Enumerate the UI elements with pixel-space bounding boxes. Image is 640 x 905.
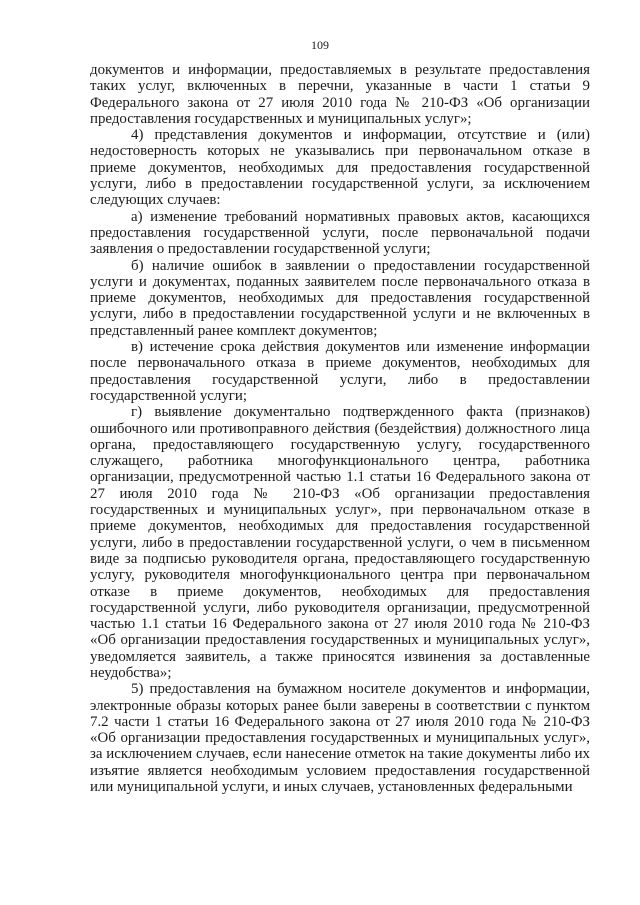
paragraph: а) изменение требований нормативных правовых актов, касающихся предоставления государственной услуги, после первоначальной подачи заявления о предоставлении государственной услуги; (90, 208, 590, 258)
document-body (90, 62, 590, 795)
paragraph: 5) предоставления на бумажном носителе документов и информации, электронные образы которых ранее были заверены в соответствии с пунктом 7.2 части 1 статьи 16 Федерального закона от 27 июля 2010 года № 210-ФЗ «Об организации предоставления государственных и муниципальных услуг», за исключением случаев, если нанесение отметок на такие документы либо их изъятие является необходимым условием предоставления государственной или муниципальной услуги, и иных случаев, установленных федеральными (90, 681, 590, 796)
paragraph: 4) представления документов и информации, отсутствие и (или) недостоверность которых не указывались при первоначальном отказе в приеме документов, необходимых для предоставления государственной услуги, либо в предоставлении государственной услуги, за исключением следующих случаев: (90, 127, 590, 209)
paragraph: б) наличие ошибок в заявлении о предоставлении государственной услуги и документах, поданных заявителем после первоначального отказа в приеме документов, необходимых для предоставления государственной услуги, либо в предоставлении государственной услуги и не включенных в представленный ранее комплект документов; (90, 257, 590, 339)
paragraph: документов и информации, предоставляемых в результате предоставления таких услуг, включенных в перечни, указанные в части 1 статьи 9 Федерального закона от 27 июля 2010 года № 210-ФЗ «Об организации предоставления государственных и муниципальных услуг»; (90, 62, 590, 127)
page-number: 109 (311, 38, 329, 52)
paragraph: г) выявление документально подтвержденного факта (признаков) ошибочного или противоправного действия (бездействия) должностного лица органа, предоставляющего государственную услугу, государственного служащего, работника многофункционального центра, работника организации, предусмотренной частью 1.1 статьи 16 Федерального закона от 27 июля 2010 года № 210-ФЗ «Об организации предоставления государственных и муниципальных услуг», при первоначальном отказе в приеме документов, необходимых для предоставления государственной услуги, либо в предоставлении государственной услуги, о чем в письменном виде за подписью руководителя органа, предоставляющего государственную услугу, руководителя многофункционального центра при первоначальном отказе в приеме документов, необходимых для предоставления государственной услуги, либо руководителя организации, предусмотренной частью 1.1 статьи 16 Федерального закона от 27 июля 2010 года № 210-ФЗ «Об организации предоставления государственных и муниципальных услуг», уведомляется заявитель, а также приносятся извинения за доставленные неудобства»; (90, 404, 590, 681)
paragraph: в) истечение срока действия документов или изменение информации после первоначального отказа в приеме документов, необходимых для предоставления государственной услуги, либо в предоставлении государственной услуги; (90, 339, 590, 404)
